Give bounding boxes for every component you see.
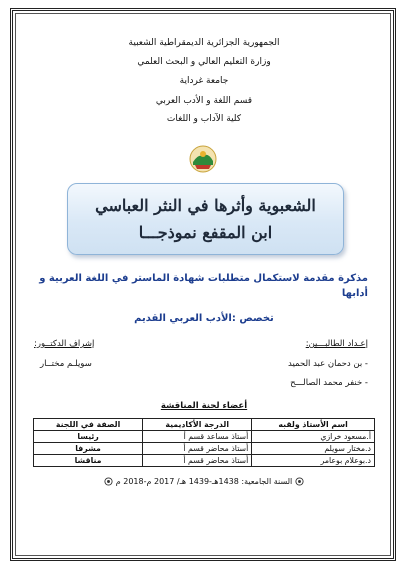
table-cell: د.بوعلام بوعامر [252, 455, 375, 467]
table-cell: أ.مسعود خرازي [252, 431, 375, 443]
title-box [67, 183, 344, 255]
supervisor-name: سويلـم مختــار [40, 359, 92, 369]
specialty: تخصص :الأدب العربي القديم [134, 313, 274, 324]
academic-year: السنة الجامعية: 1438هـ-1439 هـ/ 2017 م-2018 م [115, 477, 293, 486]
academic-year-line [0, 477, 408, 486]
student-name: - بن دحمان عبد الحميد [288, 359, 368, 369]
table-cell: مشرفا [34, 443, 143, 455]
flower-ornament-icon [295, 477, 304, 486]
table-row [34, 443, 375, 455]
table-cell: مناقشا [34, 455, 143, 467]
students-label: إعـداد الطالبـــين: [305, 339, 368, 349]
table-cell: أستاذ محاضر قسم أ [143, 443, 252, 455]
republic-name: الجمهورية الجزائرية الديمقراطية الشعبية [128, 38, 280, 48]
department-name: قسم اللغة و الأدب العربي [155, 96, 253, 106]
thesis-purpose-line-2: أدابها [341, 288, 368, 299]
thesis-subtitle: ابن المقفع نموذجـــا [138, 223, 273, 242]
ministry-name: وزارة التعليم العالي و البحث العلمي [137, 57, 271, 67]
table-row [34, 431, 375, 443]
table-header-row [34, 419, 375, 431]
flower-ornament-icon [104, 477, 113, 486]
table-cell: أستاذ محاضر قسم أ [143, 455, 252, 467]
supervisor-label: إشراف الدكتــور: [34, 339, 95, 349]
thesis-title: الشعبوية وأثرها في النثر العباسي [95, 196, 316, 215]
column-header: الصفة في اللجنة [34, 419, 143, 431]
column-header: الدرجة الأكاديمية [143, 419, 252, 431]
table-cell: د.مختار سويلم [252, 443, 375, 455]
column-header: اسم الأستاذ ولقبه [252, 419, 375, 431]
student-name: - خنفر محمد الصالـــح [290, 378, 368, 388]
university-emblem-icon [189, 145, 217, 173]
table-cell: رئيسا [34, 431, 143, 443]
thesis-purpose-line-1: مذكرة مقدمة لاستكمال متطلبات شهادة الماستر في اللغة العربية و [39, 273, 368, 284]
committee-title: أعضاء لجنة المناقشة [160, 401, 248, 411]
university-name: جامعة غرداية [179, 76, 229, 86]
committee-table [33, 418, 375, 467]
faculty-name: كلية الآداب و اللغات [166, 114, 242, 124]
table-row [34, 455, 375, 467]
table-cell: أستاذ مساعد قسم أ [143, 431, 252, 443]
